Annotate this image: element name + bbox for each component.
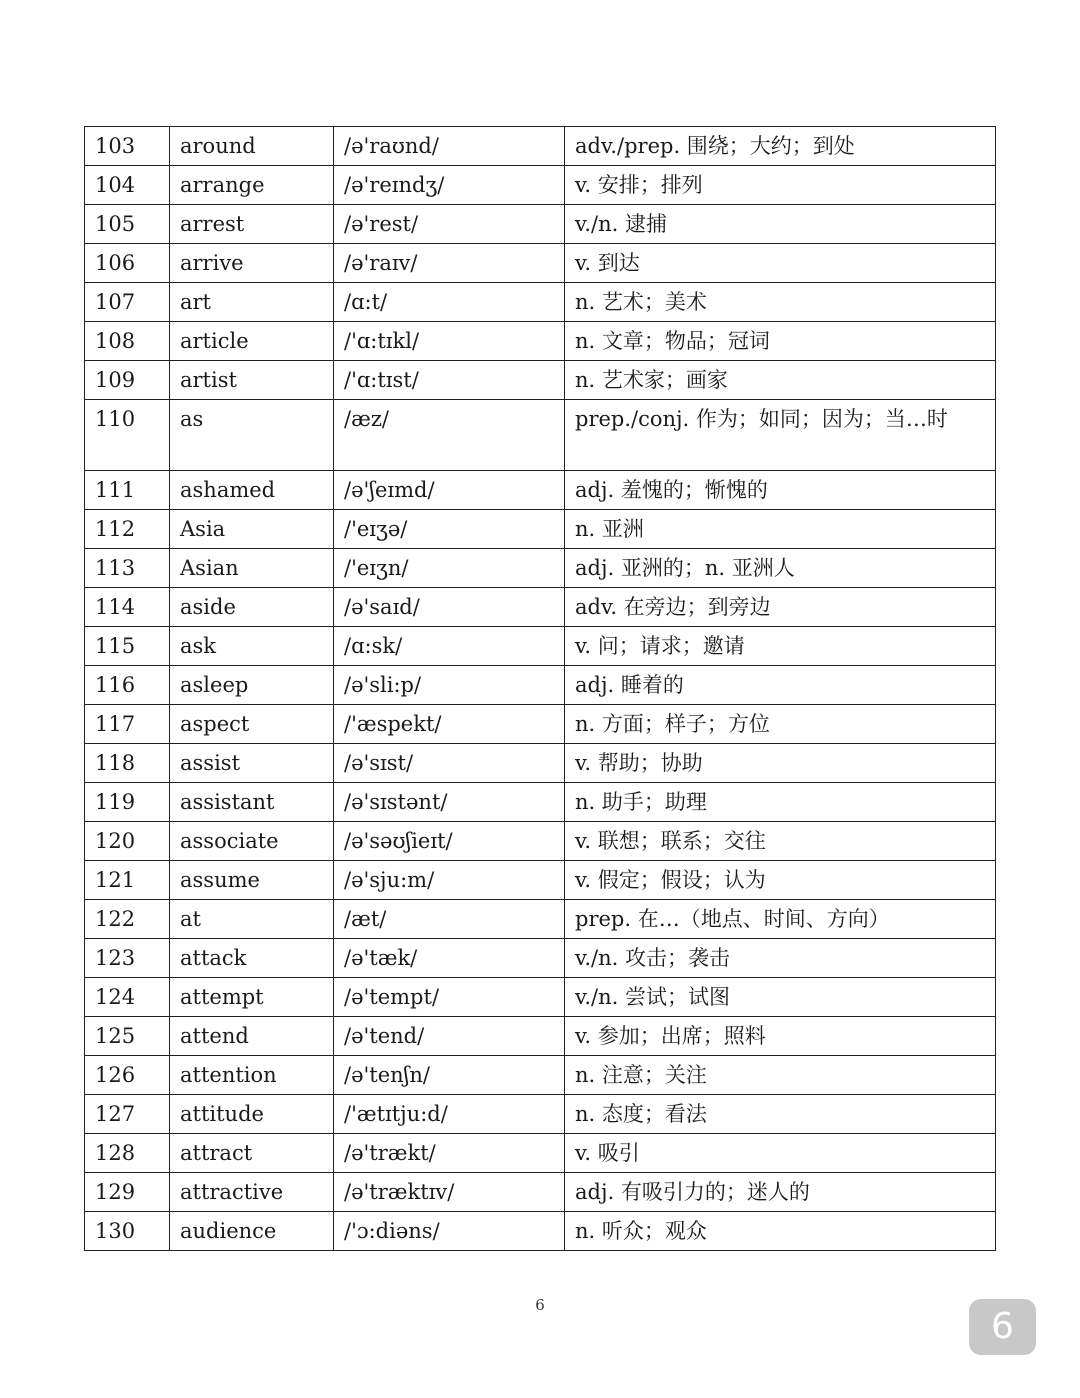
entry-word: attack [170,939,334,978]
entry-phonetic: /ə'rest/ [334,205,565,244]
entry-meaning: v. 吸引 [565,1134,996,1173]
entry-meaning: n. 态度；看法 [565,1095,996,1134]
entry-number: 113 [85,549,170,588]
entry-meaning: v. 假定；假设；认为 [565,861,996,900]
entry-phonetic: /'ɔ:diəns/ [334,1212,565,1251]
entry-meaning: v. 联想；联系；交往 [565,822,996,861]
entry-word: Asia [170,510,334,549]
table-row [85,166,996,205]
entry-number: 121 [85,861,170,900]
entry-phonetic: /ə'raʊnd/ [334,127,565,166]
entry-number: 109 [85,361,170,400]
table-row [85,822,996,861]
entry-meaning: v./n. 攻击；袭击 [565,939,996,978]
entry-number: 106 [85,244,170,283]
entry-phonetic: /'æspekt/ [334,705,565,744]
entry-number: 104 [85,166,170,205]
page-number: 6 [535,1296,545,1314]
table-row [85,283,996,322]
entry-phonetic: /ə'sju:m/ [334,861,565,900]
entry-word: artist [170,361,334,400]
entry-word: audience [170,1212,334,1251]
entry-phonetic: /ə'səʊʃieɪt/ [334,822,565,861]
entry-word: assistant [170,783,334,822]
table-row [85,361,996,400]
entry-phonetic: /'ɑ:tɪst/ [334,361,565,400]
entry-word: arrange [170,166,334,205]
entry-word: arrest [170,205,334,244]
table-row [85,861,996,900]
table-row [85,400,996,471]
table-row [85,939,996,978]
entry-word: as [170,400,334,471]
table-row [85,666,996,705]
entry-meaning: n. 听众；观众 [565,1212,996,1251]
entry-phonetic: /'ɑ:tɪkl/ [334,322,565,361]
table-row [85,588,996,627]
entry-meaning: adj. 羞愧的；惭愧的 [565,471,996,510]
entry-meaning: adj. 有吸引力的；迷人的 [565,1173,996,1212]
entry-word: associate [170,822,334,861]
entry-number: 125 [85,1017,170,1056]
entry-meaning: n. 注意；关注 [565,1056,996,1095]
entry-meaning: n. 文章；物品；冠词 [565,322,996,361]
table-row [85,471,996,510]
entry-meaning: v. 参加；出席；照料 [565,1017,996,1056]
entry-number: 127 [85,1095,170,1134]
entry-number: 128 [85,1134,170,1173]
entry-number: 105 [85,205,170,244]
table-row [85,1017,996,1056]
entry-meaning: adv. 在旁边；到旁边 [565,588,996,627]
table-row [85,1212,996,1251]
entry-meaning: v. 到达 [565,244,996,283]
entry-phonetic: /ə'sli:p/ [334,666,565,705]
entry-number: 115 [85,627,170,666]
entry-number: 119 [85,783,170,822]
entry-phonetic: /'eɪʒn/ [334,549,565,588]
table-row [85,510,996,549]
table-row [85,322,996,361]
entry-phonetic: /ə'træktɪv/ [334,1173,565,1212]
table-row [85,549,996,588]
entry-phonetic: /ə'sɪst/ [334,744,565,783]
entry-number: 122 [85,900,170,939]
entry-phonetic: /æz/ [334,400,565,471]
entry-meaning: n. 助手；助理 [565,783,996,822]
entry-number: 124 [85,978,170,1017]
table-row [85,1134,996,1173]
entry-number: 126 [85,1056,170,1095]
entry-number: 110 [85,400,170,471]
entry-word: arrive [170,244,334,283]
table-row [85,627,996,666]
entry-word: attitude [170,1095,334,1134]
entry-number: 114 [85,588,170,627]
entry-phonetic: /ə'tæk/ [334,939,565,978]
entry-meaning: n. 方面；样子；方位 [565,705,996,744]
entry-phonetic: /ə'ʃeɪmd/ [334,471,565,510]
entry-word: attractive [170,1173,334,1212]
entry-word: art [170,283,334,322]
entry-phonetic: /'ætɪtju:d/ [334,1095,565,1134]
entry-word: attempt [170,978,334,1017]
entry-meaning: v. 帮助；协助 [565,744,996,783]
entry-number: 123 [85,939,170,978]
entry-number: 103 [85,127,170,166]
entry-phonetic: /ɑ:sk/ [334,627,565,666]
entry-word: asleep [170,666,334,705]
entry-word: ashamed [170,471,334,510]
table-row [85,1173,996,1212]
entry-meaning: adv./prep. 围绕；大约；到处 [565,127,996,166]
entry-number: 130 [85,1212,170,1251]
entry-meaning: n. 艺术家；画家 [565,361,996,400]
table-row [85,705,996,744]
table-row [85,1095,996,1134]
entry-meaning: n. 亚洲 [565,510,996,549]
entry-phonetic: /ə'raɪv/ [334,244,565,283]
entry-meaning: prep./conj. 作为；如同；因为；当…时 [565,400,996,471]
table-row [85,744,996,783]
entry-phonetic: /ɑ:t/ [334,283,565,322]
table-row [85,127,996,166]
table-row [85,1056,996,1095]
entry-word: ask [170,627,334,666]
entry-phonetic: /ə'tend/ [334,1017,565,1056]
table-row [85,900,996,939]
entry-number: 118 [85,744,170,783]
entry-meaning: n. 艺术；美术 [565,283,996,322]
entry-phonetic: /æt/ [334,900,565,939]
entry-number: 111 [85,471,170,510]
entry-meaning: adj. 睡着的 [565,666,996,705]
entry-meaning: adj. 亚洲的；n. 亚洲人 [565,549,996,588]
entry-phonetic: /ə'reɪndʒ/ [334,166,565,205]
table-row [85,244,996,283]
entry-number: 117 [85,705,170,744]
entry-word: around [170,127,334,166]
entry-phonetic: /ə'sɪstənt/ [334,783,565,822]
entry-phonetic: /ə'tenʃn/ [334,1056,565,1095]
entry-phonetic: /ə'saɪd/ [334,588,565,627]
entry-number: 129 [85,1173,170,1212]
entry-number: 107 [85,283,170,322]
entry-meaning: prep. 在…（地点、时间、方向） [565,900,996,939]
entry-phonetic: /'eɪʒə/ [334,510,565,549]
page-number-badge: 6 [969,1299,1036,1355]
entry-meaning: v. 安排；排列 [565,166,996,205]
entry-word: at [170,900,334,939]
entry-meaning: v. 问；请求；邀请 [565,627,996,666]
entry-phonetic: /ə'tempt/ [334,978,565,1017]
entry-word: attend [170,1017,334,1056]
entry-number: 120 [85,822,170,861]
entry-word: attention [170,1056,334,1095]
entry-word: assist [170,744,334,783]
table-row [85,783,996,822]
entry-phonetic: /ə'trækt/ [334,1134,565,1173]
entry-word: aspect [170,705,334,744]
entry-word: attract [170,1134,334,1173]
entry-word: article [170,322,334,361]
entry-word: aside [170,588,334,627]
entry-word: Asian [170,549,334,588]
entry-word: assume [170,861,334,900]
table-row [85,978,996,1017]
vocabulary-table [84,126,996,1251]
entry-meaning: v./n. 逮捕 [565,205,996,244]
entry-number: 108 [85,322,170,361]
entry-number: 116 [85,666,170,705]
entry-meaning: v./n. 尝试；试图 [565,978,996,1017]
entry-number: 112 [85,510,170,549]
table-row [85,205,996,244]
